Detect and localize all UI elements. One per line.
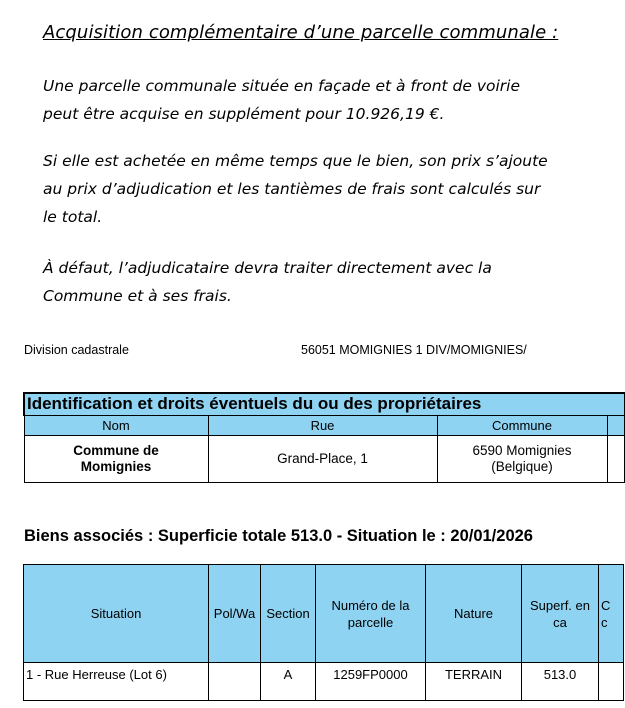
column-header-line: c xyxy=(601,614,608,630)
column-header-nom: Nom xyxy=(24,415,208,435)
associated-goods-title: Biens associés : Superficie totale 513.0 - Situation le : 20/01/2026 xyxy=(24,527,533,545)
cell-polwa xyxy=(209,663,261,701)
column-header-extra xyxy=(599,565,624,663)
column-header-section: Section xyxy=(261,565,316,663)
owners-table-title: Identification et droits éventuels du ou des propriétaires xyxy=(24,393,624,415)
cell-superficie: 513.0 xyxy=(522,663,599,701)
column-header-nature: Nature xyxy=(426,565,522,663)
column-header-situation: Situation xyxy=(24,565,209,663)
owner-name-line: Commune de xyxy=(73,442,159,458)
column-header-commune: Commune xyxy=(437,415,607,435)
cell-nature: TERRAIN xyxy=(426,663,522,701)
cell-extra xyxy=(599,663,624,701)
owner-commune-line: 6590 Momignies xyxy=(472,442,572,458)
table-row xyxy=(24,663,624,701)
table-row xyxy=(24,435,624,482)
column-header-rue: Rue xyxy=(208,415,437,435)
column-header-line: parcelle xyxy=(347,614,394,630)
cell-situation: 1 - Rue Herreuse (Lot 6) xyxy=(24,663,209,701)
cell-section: A xyxy=(261,663,316,701)
column-header-superficie xyxy=(522,565,599,663)
column-header-line: C xyxy=(601,597,611,613)
paragraph-purchase xyxy=(43,147,583,231)
owner-name xyxy=(24,435,208,482)
owners-table xyxy=(23,392,625,483)
cell-numero: 1259FP0000 xyxy=(316,663,426,701)
cadastral-division-value: 56051 MOMIGNIES 1 DIV/MOMIGNIES/ xyxy=(301,343,527,357)
column-header-extra xyxy=(607,415,624,435)
associated-goods-table xyxy=(23,564,624,701)
paragraph-default xyxy=(43,254,583,310)
paragraph-line: le total. xyxy=(43,208,103,226)
paragraph-line: peut être acquise en supplément pour 10.926,19 €. xyxy=(43,105,445,123)
paragraph-line: Commune et à ses frais. xyxy=(43,287,232,305)
column-header-numero xyxy=(316,565,426,663)
column-header-line: Superf. en xyxy=(530,597,590,613)
paragraph-line: À défaut, l’adjudicataire devra traiter directement avec la xyxy=(43,259,492,277)
paragraph-line: Une parcelle communale située en façade et à front de voirie xyxy=(43,77,521,95)
column-header-polwa: Pol/Wa xyxy=(209,565,261,663)
paragraph-price xyxy=(43,72,583,128)
paragraph-line: au prix d’adjudication et les tantièmes de frais sont calculés sur xyxy=(43,180,541,198)
owner-street: Grand-Place, 1 xyxy=(208,435,437,482)
column-header-line: ca xyxy=(553,614,567,630)
cadastral-division-label: Division cadastrale xyxy=(24,343,129,357)
owner-name-line: Momignies xyxy=(80,458,152,474)
owner-commune xyxy=(437,435,607,482)
owner-extra xyxy=(607,435,624,482)
paragraph-line: Si elle est achetée en même temps que le bien, son prix s’ajoute xyxy=(43,152,548,170)
owner-commune-line: (Belgique) xyxy=(491,458,553,474)
notice-title: Acquisition complémentaire d’une parcelle communale : xyxy=(43,22,559,43)
column-header-line: Numéro de la xyxy=(331,597,410,613)
